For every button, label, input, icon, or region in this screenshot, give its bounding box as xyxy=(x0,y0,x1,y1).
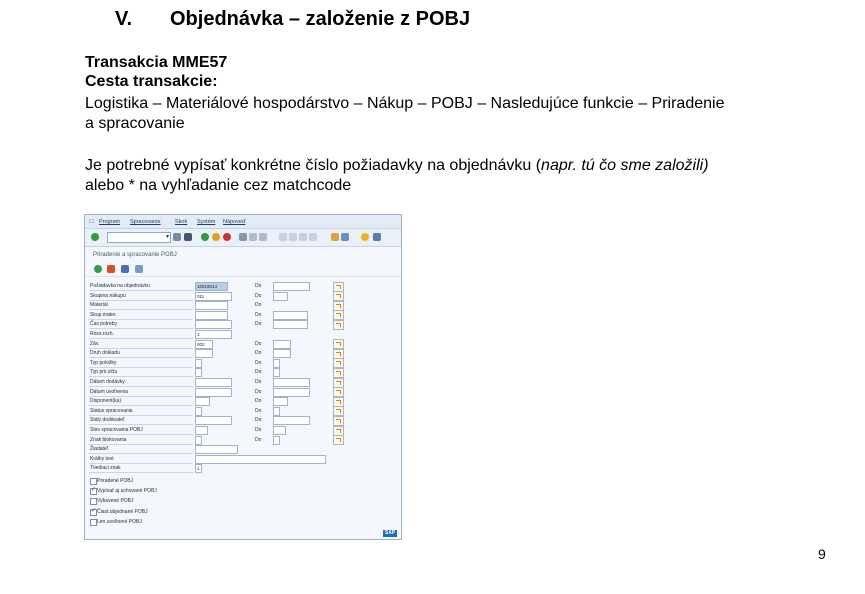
to-label: Do xyxy=(255,283,262,289)
field-label: Záv. xyxy=(90,340,100,347)
menu-system[interactable]: Systém xyxy=(197,219,216,225)
field-input-from[interactable] xyxy=(195,407,202,416)
print-icon[interactable] xyxy=(239,233,247,241)
checkbox-label: Čiast.objednané POBJ xyxy=(97,508,148,515)
field-input-from[interactable] xyxy=(195,397,210,406)
to-label: Do xyxy=(255,388,262,395)
field-input-to[interactable] xyxy=(273,436,280,445)
chevron-down-icon: ▾ xyxy=(165,234,169,240)
field-label-underline xyxy=(89,453,193,454)
note-text: Je potrebné vypísať konkrétne číslo požiadavky na objednávku ( xyxy=(85,157,542,174)
field-input-from[interactable] xyxy=(195,320,232,329)
field-label: Dátum dodávky xyxy=(90,379,125,385)
to-label: Do xyxy=(255,417,262,424)
field-input-from[interactable] xyxy=(195,388,232,397)
field-label: Status spracovania xyxy=(90,407,133,414)
field-input-to[interactable] xyxy=(273,292,288,301)
field-input-to[interactable] xyxy=(273,397,288,406)
multiple-selection-icon[interactable] xyxy=(333,291,344,301)
layout-icon[interactable] xyxy=(373,233,381,241)
field-label-underline xyxy=(89,376,193,377)
multiple-selection-icon[interactable] xyxy=(333,397,344,407)
find-next-icon[interactable] xyxy=(259,233,267,241)
field-label-underline xyxy=(89,357,193,358)
screen-title: Priradenie a spracovanie POBJ xyxy=(93,252,177,258)
field-label: Triediaci znak xyxy=(90,465,121,472)
field-input-from[interactable] xyxy=(195,349,213,358)
to-label: Do xyxy=(255,359,262,366)
field-label-underline xyxy=(89,338,193,339)
field-label: Skupina nákupu xyxy=(90,292,126,299)
variant-icon[interactable] xyxy=(107,265,115,273)
screen-title-bar xyxy=(85,247,401,261)
window-icon: ☐ xyxy=(89,219,94,225)
sap-toolbar xyxy=(85,229,401,247)
field-label-underline xyxy=(89,290,193,291)
menu-spracovanie[interactable]: Spracovanie xyxy=(130,219,161,225)
field-input-from[interactable] xyxy=(195,455,326,464)
note-line-1 xyxy=(85,156,709,176)
field-input-from[interactable] xyxy=(195,301,228,310)
section-number: V. xyxy=(115,8,133,30)
dynamic-selections-icon[interactable] xyxy=(135,265,143,273)
field-label-underline xyxy=(89,415,193,416)
field-label-underline xyxy=(89,319,193,320)
sap-logo: SAP xyxy=(384,530,396,536)
last-page-icon[interactable] xyxy=(309,233,317,241)
field-input-to[interactable] xyxy=(273,282,310,291)
field-label-underline xyxy=(89,444,193,445)
field-label-underline xyxy=(89,300,193,301)
field-input-from[interactable] xyxy=(195,368,202,377)
multiple-selection-icon[interactable] xyxy=(333,387,344,397)
field-input-from[interactable] xyxy=(195,311,228,320)
to-label: Do xyxy=(255,302,262,309)
to-label: Do xyxy=(255,321,262,328)
to-label: Do xyxy=(255,407,262,414)
field-label-underline xyxy=(89,396,193,397)
exit-icon[interactable] xyxy=(212,233,220,241)
field-input-from[interactable]: 011 xyxy=(195,292,232,301)
field-input-to[interactable] xyxy=(273,407,280,416)
field-input-from[interactable] xyxy=(195,436,202,445)
checkbox[interactable] xyxy=(90,478,97,485)
cancel-icon[interactable] xyxy=(223,233,231,241)
multiple-selection-icon[interactable] xyxy=(333,339,344,349)
field-label-underline xyxy=(89,434,193,435)
find-icon[interactable] xyxy=(249,233,257,241)
note-italic: napr. tú čo sme založili) xyxy=(541,157,709,174)
checkbox[interactable] xyxy=(90,498,97,505)
execute-icon[interactable] xyxy=(94,265,102,273)
previous-page-icon[interactable] xyxy=(289,233,297,241)
field-input-to[interactable] xyxy=(273,311,308,320)
menu-napoved[interactable]: Nápoveď xyxy=(223,219,246,225)
field-input-to[interactable] xyxy=(273,320,308,329)
multiple-selection-icon[interactable] xyxy=(333,416,344,426)
new-session-icon[interactable] xyxy=(331,233,339,241)
note-line-2: alebo * na vyhľadanie cez matchcode xyxy=(85,177,352,194)
multiple-selection-icon[interactable] xyxy=(333,406,344,416)
field-label-underline xyxy=(89,424,193,425)
field-label: Žiadateľ xyxy=(90,446,109,453)
multiple-selection-icon[interactable] xyxy=(333,310,344,320)
multiple-selection-icon[interactable] xyxy=(333,301,344,311)
field-label: Znak blokovania xyxy=(90,436,127,443)
to-label: Do xyxy=(255,340,262,347)
help-icon[interactable] xyxy=(361,233,369,241)
field-label: Rozs.rozh. xyxy=(90,331,114,337)
path-line-1: Logistika – Materiálové hospodárstvo – Nákup – POBJ – Nasledujúce funkcie – Priradenie xyxy=(85,95,725,112)
command-field[interactable] xyxy=(107,232,171,243)
field-input-from[interactable] xyxy=(195,378,232,387)
field-label: Typ prir.účtu xyxy=(90,369,118,376)
field-label: Čas potreby xyxy=(90,321,117,328)
field-label: Skup.mater. xyxy=(90,311,117,318)
field-label-underline xyxy=(89,386,193,387)
field-label: Dátum uvoľnenia xyxy=(90,388,128,395)
field-input-to[interactable] xyxy=(273,359,280,368)
field-label-underline xyxy=(89,405,193,406)
to-label: Do xyxy=(255,369,262,376)
menu-skok[interactable]: Skok xyxy=(175,219,188,225)
field-input-to[interactable] xyxy=(273,368,280,377)
field-label: Disponent(ka) xyxy=(90,398,122,405)
to-label: Do xyxy=(255,379,262,385)
multiple-selection-icon[interactable] xyxy=(333,426,344,436)
field-input-from[interactable]: 1 xyxy=(195,464,202,473)
field-label-underline xyxy=(89,348,193,349)
field-label: Požiadavka na objednávku xyxy=(90,283,150,289)
checkbox[interactable] xyxy=(90,488,97,495)
checkbox[interactable] xyxy=(90,519,97,526)
to-label: Do xyxy=(255,427,262,433)
next-page-icon[interactable] xyxy=(299,233,307,241)
field-input-from[interactable]: 10019014 xyxy=(195,282,228,291)
field-input-to[interactable] xyxy=(273,426,286,435)
field-input-to[interactable] xyxy=(273,349,291,358)
checkbox-label: Vybavené POBJ xyxy=(97,498,134,505)
multiple-selection-icon[interactable] xyxy=(333,349,344,359)
checkbox-label: Len uvoľnené POBJ xyxy=(97,518,142,525)
field-label: Typ položky xyxy=(90,359,117,366)
to-label: Do xyxy=(255,350,262,357)
multiple-selection-icon[interactable] xyxy=(333,435,344,445)
checkbox-label: Vypísať aj uchované POBJ xyxy=(97,488,157,495)
field-input-to[interactable] xyxy=(273,340,291,349)
multiple-selection-icon[interactable] xyxy=(333,368,344,378)
field-input-from[interactable] xyxy=(195,445,238,454)
field-label-underline xyxy=(89,328,193,329)
application-toolbar xyxy=(85,262,401,277)
field-input-from[interactable] xyxy=(195,416,232,425)
field-input-to[interactable] xyxy=(273,416,310,425)
field-input-from[interactable] xyxy=(195,359,202,368)
field-label-underline xyxy=(89,367,193,368)
checkbox[interactable] xyxy=(90,509,97,516)
multiple-selection-icon[interactable] xyxy=(333,320,344,330)
to-label: Do xyxy=(255,311,262,318)
to-label: Do xyxy=(255,398,262,405)
multiple-selection-icon[interactable] xyxy=(333,358,344,368)
field-input-to[interactable] xyxy=(273,378,310,387)
field-label: Krátky text xyxy=(90,455,114,462)
field-label: Stály dodávateľ xyxy=(90,417,125,424)
selection-options-icon[interactable] xyxy=(121,265,129,273)
section-title: Objednávka – založenie z POBJ xyxy=(170,8,471,30)
sap-screenshot xyxy=(84,214,402,540)
field-input-to[interactable] xyxy=(273,388,310,397)
field-input-from[interactable]: 1 xyxy=(195,330,232,339)
multiple-selection-icon[interactable] xyxy=(333,378,344,388)
to-label: Do xyxy=(255,436,262,443)
path-label: Cesta transakcie: xyxy=(85,73,218,90)
transaction-title: Transakcia MME57 xyxy=(85,54,228,71)
first-page-icon[interactable] xyxy=(279,233,287,241)
save-icon[interactable] xyxy=(184,233,192,241)
field-input-from[interactable] xyxy=(195,426,208,435)
field-label: Materiál xyxy=(90,302,108,309)
field-label: Stav spracovania POBJ xyxy=(90,427,143,433)
back-arrows-icon[interactable] xyxy=(173,233,181,241)
path-line-2: a spracovanie xyxy=(85,115,185,132)
back-icon[interactable] xyxy=(201,233,209,241)
menu-program[interactable]: Program xyxy=(99,219,121,225)
to-label: Do xyxy=(255,292,262,299)
checkbox-label: Priradené POBJ xyxy=(97,478,134,484)
multiple-selection-icon[interactable] xyxy=(333,282,344,292)
field-label-underline xyxy=(89,472,193,473)
shortcut-icon[interactable] xyxy=(341,233,349,241)
field-label: Druh dokladu xyxy=(90,350,120,357)
field-input-from[interactable]: 002 xyxy=(195,340,213,349)
enter-icon[interactable] xyxy=(91,233,99,241)
section-heading xyxy=(115,8,470,31)
field-label-underline xyxy=(89,463,193,464)
sap-menubar xyxy=(85,215,401,229)
page-number: 9 xyxy=(818,546,826,562)
field-label-underline xyxy=(89,309,193,310)
